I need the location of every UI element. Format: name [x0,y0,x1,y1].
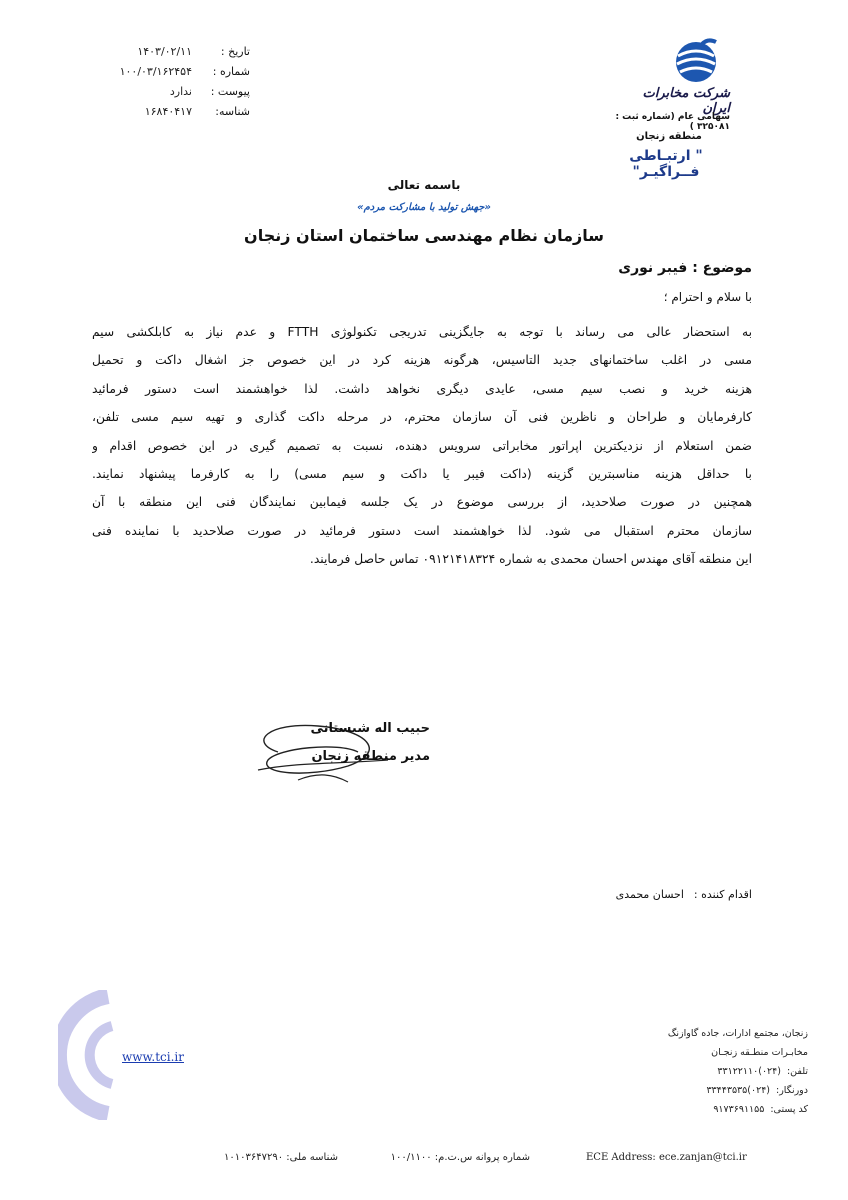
letter-body [92,318,752,574]
meta-id-value: ۱۶۸۴۰۴۱۷ [144,105,192,118]
fax-value: (۰۲۴)۳۳۴۴۳۵۳۵ [706,1085,771,1096]
ece-address: ECE Address: ece.zanjan@tci.ir [586,1152,747,1163]
meta-id-label: شناسه: [215,105,250,118]
phone-value: (۰۲۴)۳۳۱۲۲۱۱۰ [717,1066,781,1077]
meta-id [80,102,250,122]
body-line: مسی در اغلب ساختمانهای جدید التاسیس، هرگونه هزینه کرد در این خصوص جز اشغال داکت و تحمیل [92,353,752,368]
company-name: شرکت مخابرات ایران [642,86,730,116]
body-line: سازمان محترم استقبال می شود. لذا خواهشمند است دستور فرمائید در صورت صلاحدید با نماینده فنی [92,523,752,538]
meta-number-label: شماره : [212,65,250,78]
footer-arc-icon [58,990,118,1120]
phone-row [608,1062,808,1081]
fax-label: دورنگار: [776,1085,808,1096]
body-line: این منطقه آقای مهندس احسان محمدی به شماره ۰۹۱۲۱۴۱۸۳۲۴ تماس حاصل فرمایند. [309,552,752,567]
website-link[interactable]: www.tci.ir [122,1050,184,1064]
prepared-by-value: احسان محمدی [615,888,684,901]
fax-row [608,1081,808,1100]
year-motto: «جهش تولید با مشارکت مردم» [357,202,491,213]
letter-greeting: با سلام و احترام ؛ [663,290,752,304]
postal-row [608,1100,808,1119]
license-number: شماره پروانه س.ت.م: ۱۰۰/۱۱۰۰ [390,1152,530,1163]
postal-label: کد پستی: [770,1104,808,1115]
meta-attachment [80,82,250,102]
body-line: هزینه خرید و نصب سیم مسی، عایدی دیگری نخواهد داشت. لذا خواهشمند است دستور فرمائید [92,381,752,396]
company-region: منطقه زنجان [636,131,702,142]
body-line: کارفرمایان و طراحان و ناظرین فنی آن سازمان محترم، در مرحله داکت گذاری و تهیه سیم مسی تلفن، [92,410,752,425]
body-line: همچنین در صورت صلاحدید، از بررسی موضوع در یک جلسه فیمابین نمایندگان فنی این منطقه با آن [92,495,752,510]
meta-number-value: ۱۰۰/۰۳/۱۶۲۴۵۴ [119,65,192,78]
letter-subject: موضوع : فیبر نوری [618,260,752,276]
body-line: با حداقل هزینه مناسبترین گزینه (داکت فیبر یا داکت و سیم مسی) را به کارفرما پیشنهاد نمایند. [92,466,752,481]
prepared-by [452,888,752,901]
signatory-name: حبیب اله شبستانی [310,721,430,736]
recipient-title: سازمان نظام مهندسی ساختمان استان زنجان [244,226,604,245]
company-slogan: " ارتبـاطی فــراگیـر" [629,148,703,180]
basmala: باسمه تعالی [387,178,461,192]
phone-label: تلفن: [786,1066,808,1077]
national-id: شناسه ملی: ۱۰۱۰۳۶۴۷۲۹۰ [223,1152,338,1163]
letter-meta [80,42,250,122]
tci-logo-icon [668,38,724,88]
meta-date-value: ۱۴۰۳/۰۲/۱۱ [137,45,192,58]
signatory-title: مدیر منطقه زنجان [311,749,430,764]
company-registration: سهامی عام (شماره ثبت : ۳۲۵۰۸۱ ) [615,112,730,132]
prepared-by-label: اقدام کننده : [693,888,752,901]
meta-date-label: تاریخ : [220,45,250,58]
meta-attachment-label: پیوست : [210,85,250,98]
meta-attachment-value: ندارد [169,85,192,98]
body-line: ضمن استعلام از نزدیکترین اپراتور مخابراتی سرویس دهنده، نسبت به تصمیم گیری در این خصوص اقدام و [92,438,752,453]
meta-number [80,62,250,82]
address-line: زنجان، مجتمع ادارات، جاده گاوازنگ [667,1028,808,1039]
postal-value: ۹۱۷۳۶۹۱۱۵۵ [713,1104,765,1115]
body-line: به استحضار عالی می رساند با توجه به جایگزینی تدریجی تکنولوژی FTTH و عدم نیاز به کابلکشی سیم [92,325,752,339]
address-line: مخابـرات منطـقه زنجـان [711,1047,808,1058]
meta-date [80,42,250,62]
footer-address [608,1024,808,1119]
